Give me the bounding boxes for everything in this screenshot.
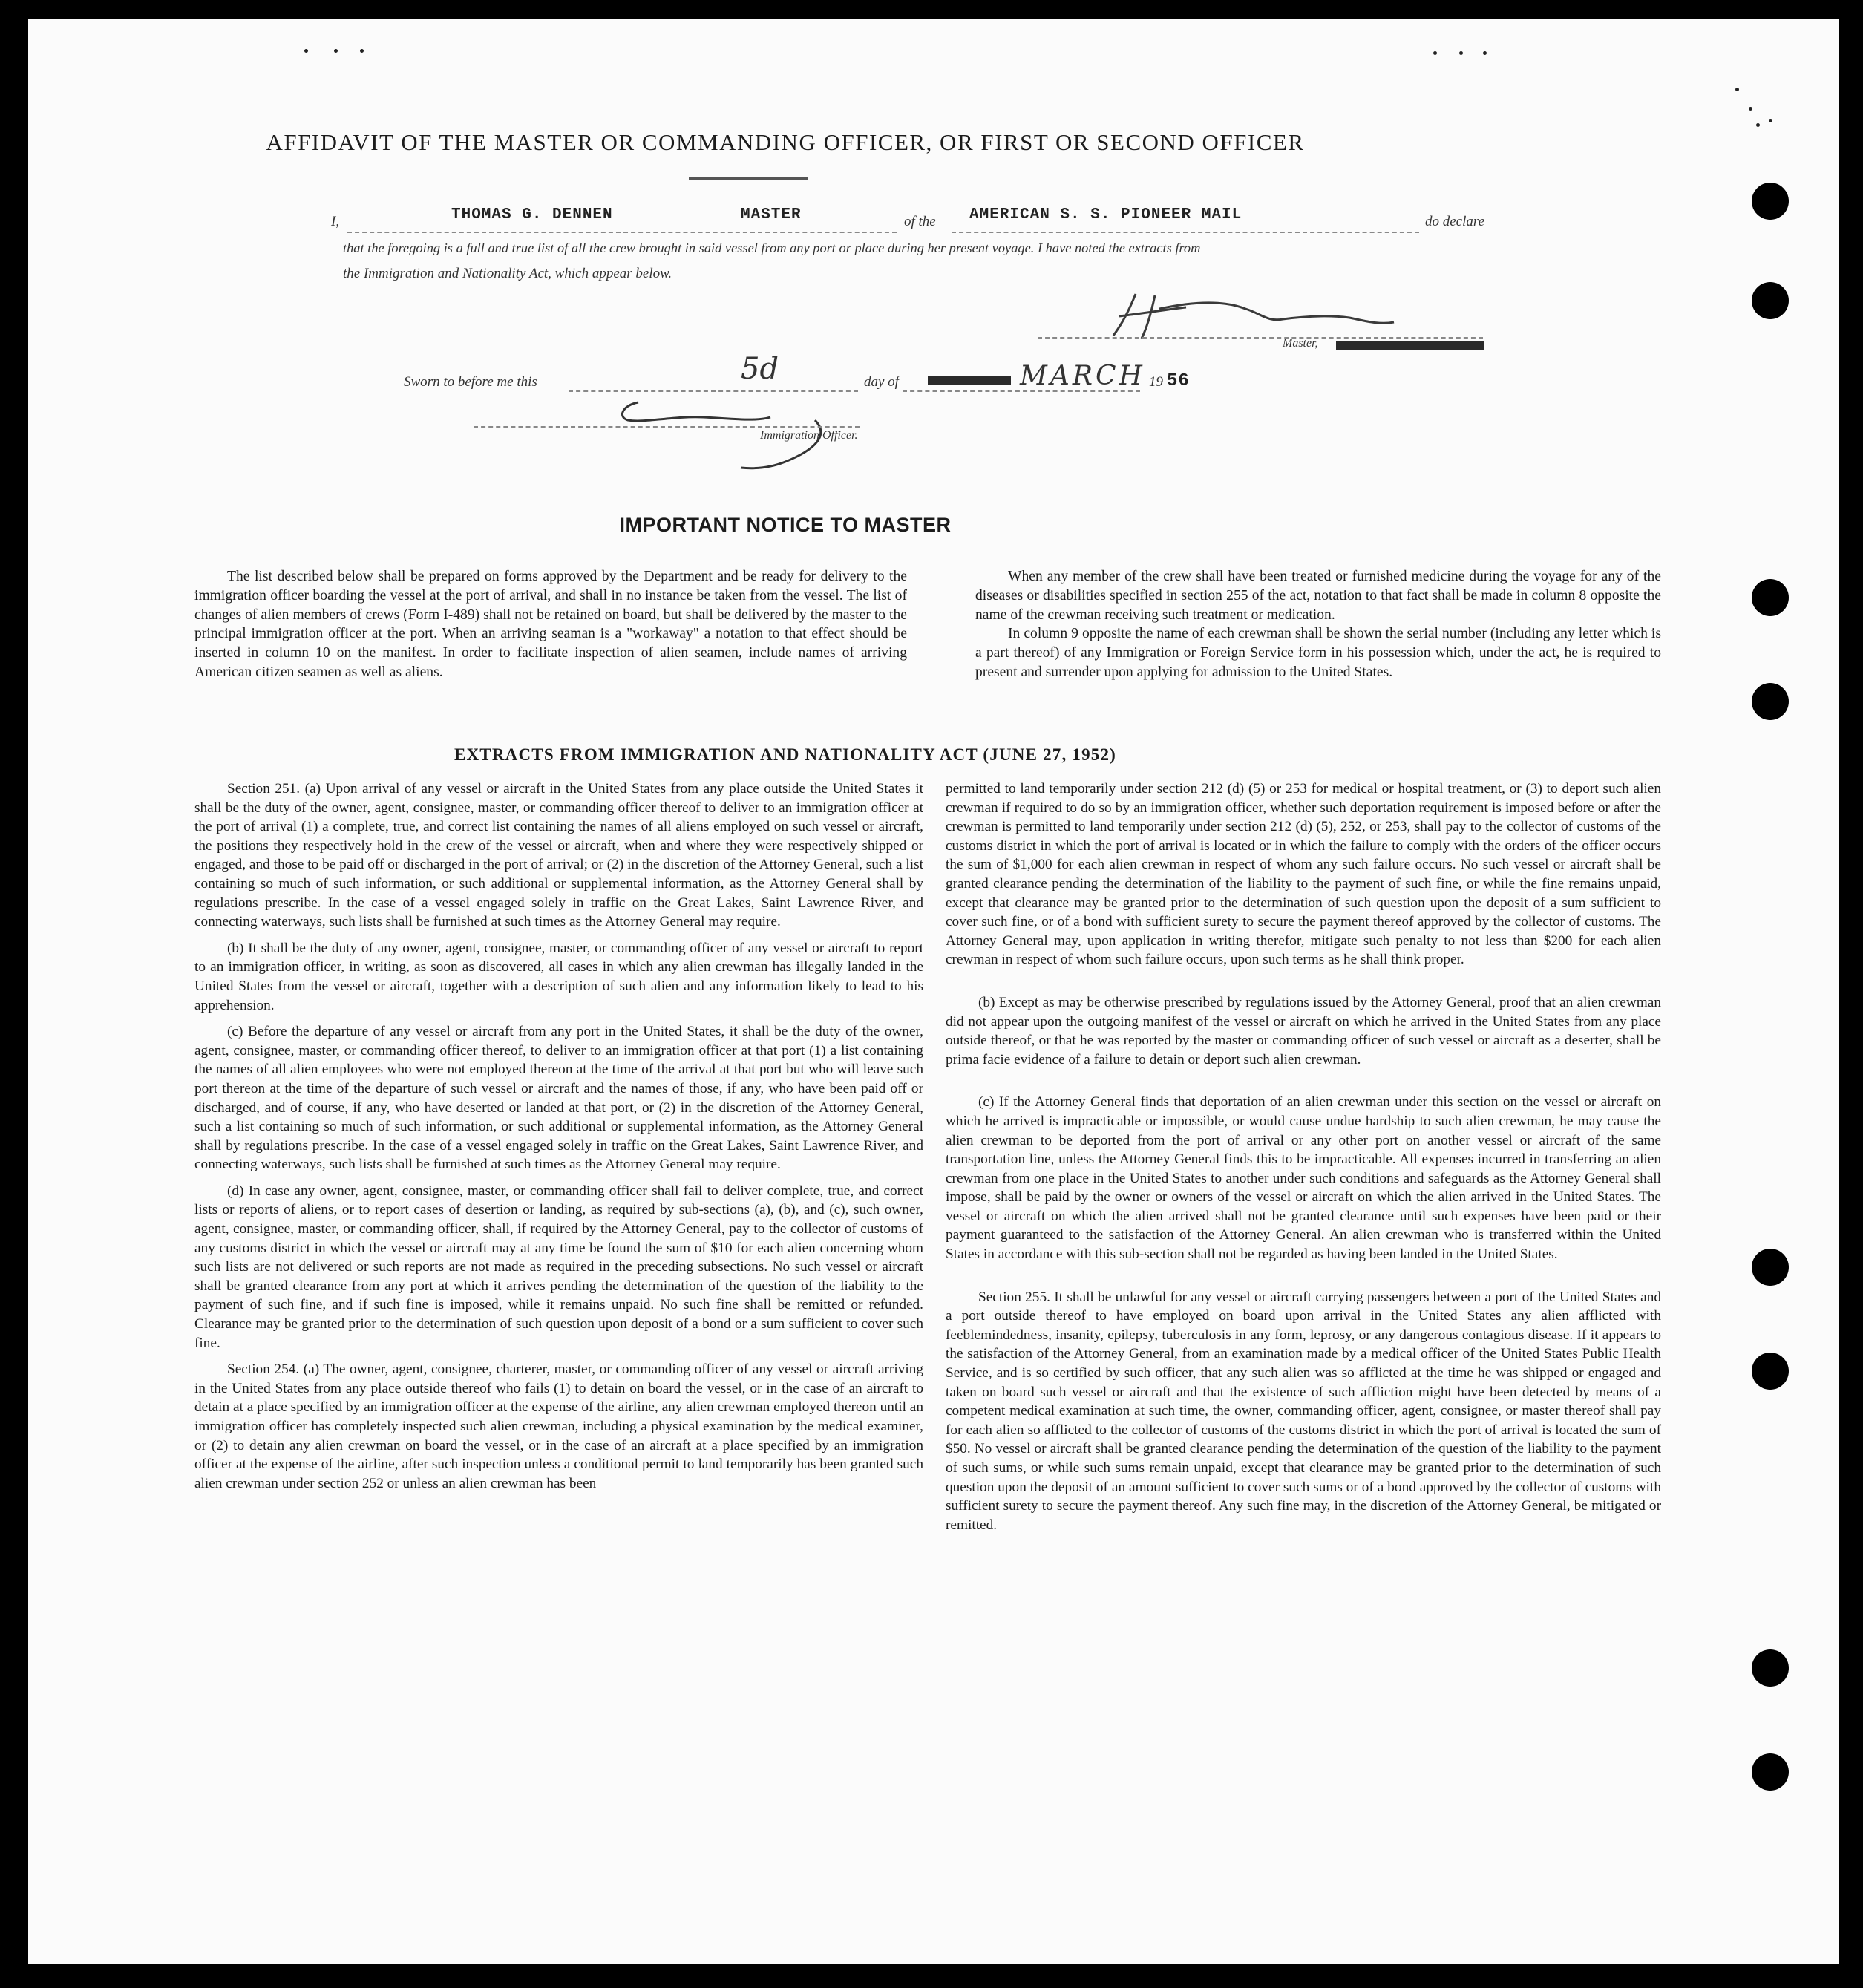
binder-hole	[1752, 1753, 1789, 1791]
sworn-prefix: Sworn to before me this	[404, 374, 537, 390]
title-rule	[689, 177, 808, 180]
section-251-d: (d) In case any owner, agent, consignee, master, or commanding officer shall fail to deliver complete, true, and correct lists or reports of aliens, or to report cases of desertion or landing, as required by sub-sections (a), (b), and (c), such owner, agent, consignee, master, or commanding officer, shall, if required by the Attorney General, pay to the collector of customs of any customs district in which the vessel or aircraft may at any time be found the sum of $10 for each alien concerning whom such lists are not delivered or such reports are not made as required in the preceding subsections. No such vessel or aircraft shall be granted clearance from any port at which it arrives pending the determination of the question of the liability to the payment of such fine, and if such fine is imposed, while it remains unpaid. No such fine shall be remitted or refunded. Clearance may be granted prior to the determination of such question upon deposit of a bond or a sum sufficient to cover such fine.	[194, 1183, 923, 1351]
notice-heading: IMPORTANT NOTICE TO MASTER	[619, 514, 952, 536]
master-label: Master,	[1283, 337, 1318, 350]
section-255: Section 255. It shall be unlawful for any vessel or aircraft carrying passengers between a port of the United States and a port outside thereof to have employed on board upon arrival in the United States any alien afflicted with feeblemindedness, insanity, epilepsy, tuberculosis in any form, leprosy, or any dangerous contagious disease. If it appears to the satisfaction of the Attorney General, from an examination made by a medical officer of the United States Public Health Service, and is so certified by such officer, that any such alien was so afflicted at the time he was shipped or engaged and taken on board such vessel or aircraft and that the existence of such affliction might have been detected by means of a competent medical examination at such time, the owner, commanding officer, agent, consignee, or master thereof shall pay for each alien so afflicted to the collector of customs of the customs district in which the port of arrival is located the sum of $50. No vessel or aircraft shall be granted clearance pending the determination of the question of the liability to the payment of such sums, or while such sums remain unpaid, except that clearance may be granted prior to the determination of such question upon the deposit of an amount sufficient to cover such sums or of a bond approved by the collector of customs with sufficient surety to secure the payment thereof. Any such fine may, in the discretion of the Attorney General, be mitigated or remitted.	[946, 1289, 1661, 1533]
speck	[304, 49, 308, 53]
day-of-label: day of	[864, 374, 899, 390]
speck	[360, 49, 364, 53]
notice-left-paragraph: The list described below shall be prepared on forms approved by the Department and be ready for delivery to the immigration officer boarding the vessel at the port of arrival, and shall in no instance be taken from the vessel. The list of changes of alien members of crews (Form I-489) shall not be retained on board, but shall be delivered by the master to the principal immigration officer at the port. When an arriving seaman is a "workaway" a notation to that effect should be inserted in column 10 on the manifest. In order to facilitate inspection of alien seamen, include names of arriving American citizen seamen as well as aliens.	[194, 569, 907, 680]
binder-hole	[1752, 1249, 1789, 1286]
section-254-b: (b) Except as may be otherwise prescribed by regulations issued by the Attorney General, proof that an alien crewman did not appear upon the outgoing manifest of the vessel or aircraft on which he arrived in the United States from any place outside thereof, or that he was reported by the master or commanding officer of such vessel or aircraft as a deserter, shall be prima facie evidence of a failure to detain or deport such alien crewman.	[946, 994, 1661, 1067]
speck	[1483, 51, 1487, 55]
struck-title-text	[1336, 341, 1484, 350]
binder-hole	[1752, 282, 1789, 319]
year-value: 56	[1167, 371, 1190, 391]
binder-hole	[1752, 1353, 1789, 1390]
binder-hole	[1752, 579, 1789, 616]
speck	[1749, 107, 1752, 111]
month-value: MARCH	[1020, 361, 1145, 391]
speck	[1459, 51, 1463, 55]
section-251-a: Section 251. (a) Upon arrival of any vessel or aircraft in the United States from any place outside the United States it shall be the duty of the owner, agent, consignee, master, or commanding officer thereof to deliver to an immigration officer at the port of arrival (1) a complete, true, and correct list containing the names of all aliens employed on such vessel or aircraft, the positions they respectively hold in the crew of the vessel or aircraft, when and where they were respectively shipped or engaged, and those to be paid off or discharged in the port of arrival; or (2) in the discretion of the Attorney General, such a list containing so much of such information, or such additional or supplemental information, as the Attorney General shall by regulations prescribe. In the case of a vessel engaged solely in traffic on the Great Lakes, Saint Lawrence River, and connecting waterways, such lists shall be furnished at such times as the Attorney General may require.	[194, 781, 923, 930]
notice-left-column	[194, 567, 907, 682]
speck	[1756, 123, 1760, 127]
binder-hole	[1752, 683, 1789, 720]
speck	[334, 49, 338, 53]
struck-month-text	[928, 376, 1011, 385]
extracts-heading: EXTRACTS FROM IMMIGRATION AND NATIONALITY ACT (JUNE 27, 1952)	[454, 745, 1117, 764]
declaration-line-3: the Immigration and Nationality Act, which appear below.	[343, 266, 672, 281]
section-254-a-continued: permitted to land temporarily under section 212 (d) (5) or 253 for medical or hospital treatment, or (3) to deport such alien crewman if required to do so by an immigration officer, whether such deportation requirement is imposed before or after the crewman is permitted to land temporarily under section 212 (d) (5), 252, or 253, shall pay to the collector of customs of the customs district in which the port of arrival is located or in which the failure to comply with the orders of the officer occurs the sum of $1,000 for each alien crewman in respect of whom any such failure occurs. No such vessel or aircraft shall be granted clearance pending the determination of the liability to the payment of such fine, or while the fine remains unpaid, except that clearance may be granted prior to the determination of such question upon the deposit of a sum sufficient to cover such fine, or of a bond with sufficient surety to secure the payment thereof approved by the collector of customs. The Attorney General may, upon application in writing therefor, mitigate such penalty to not less than $200 for each alien crewman in respect of whom such failure occurs, upon such terms as he shall think proper.	[946, 781, 1661, 968]
notice-right-paragraph-2: In column 9 opposite the name of each crewman shall be shown the serial number (including any letter which is a part thereof) of any Immigration or Foreign Service form in his possession which, under the act, he is required to present and surrender upon applying for admission to the United States.	[975, 626, 1661, 680]
binder-hole	[1752, 1649, 1789, 1687]
of-the-label: of the	[904, 214, 936, 229]
name-line	[347, 232, 897, 233]
day-value: 5d	[741, 352, 779, 386]
speck	[1433, 51, 1437, 55]
officer-signature-line	[474, 426, 860, 428]
officer-label: Immigration Officer.	[760, 429, 858, 442]
year-prefix: 19	[1149, 374, 1163, 390]
speck	[1735, 88, 1739, 91]
document-page	[28, 19, 1839, 1964]
section-251-b: (b) It shall be the duty of any owner, agent, consignee, master, or commanding officer of any vessel or aircraft to report to an immigration officer, in writing, as soon as discovered, all cases in which any alien crewman has illegally landed in the United States from the vessel or aircraft, together with a description of such alien and any information likely to lead to his apprehension.	[194, 940, 923, 1013]
section-251-c: (c) Before the departure of any vessel or aircraft from any port in the United States, it shall be the duty of the owner, agent, consignee, master, or commanding officer thereof, to deliver to an immigration officer at that port (1) a list containing the names of all alien employees who were not employed thereon at the time of the arrival at that port but who will leave such port thereon at the time of the departure of such vessel or aircraft and the names of those, if any, who have been paid off or discharged, and of course, if any, who have deserted or landed at that port, or (2) in the discretion of the Attorney General, such a list containing so much of such information, or such additional or supplemental information, as the Attorney General shall by regulations prescribe. In the case of a vessel engaged solely in traffic on the Great Lakes, Saint Lawrence River, and connecting waterways, such lists shall be furnished at such times as the Attorney General may require.	[194, 1024, 923, 1173]
master-name: THOMAS G. DENNEN	[451, 206, 613, 223]
notice-right-paragraph-1: When any member of the crew shall have been treated or furnished medicine during the voyage for any of the diseases or disabilities specified in section 255 of the act, notation to that fact shall be made in column 8 opposite the name of the crewman receiving such treatment or medication.	[975, 569, 1661, 623]
vessel-name: AMERICAN S. S. PIONEER MAIL	[969, 206, 1242, 223]
section-254-c: (c) If the Attorney General finds that deportation of an alien crewman under this section on the vessel or aircraft on which he arrived is impracticable or impossible, or would cause undue hardship to such alien crewman, he may cause the alien crewman to be deported from the port of arrival or any other port on another vessel or aircraft of the same transportation line, unless the Attorney General finds this to be impracticable. All expenses incurred in transferring an alien crewman from one place in the United States to another under such conditions and safeguards as the Attorney General shall impose, shall be paid by the owner or owners of the vessel or aircraft on which the alien arrived in the United States. The vessel or aircraft on which the alien arrived shall not be granted clearance until such expenses have been paid or their payment guaranteed to the satisfaction of the Attorney General. An alien crewman who is transferred within the United States in accordance with this sub-section shall not be regarded as having been landed in the United States.	[946, 1094, 1661, 1263]
speck	[1769, 119, 1772, 122]
master-signature-line	[1038, 337, 1483, 339]
section-254-a: Section 254. (a) The owner, agent, consignee, charterer, master, or commanding officer of any vessel or aircraft arriving in the United States from any place outside thereof who fails (1) to detain on board the vessel, or in the case of an aircraft to detain at a place specified by an immigration officer at the expense of the airline, any alien crewman employed thereon until an immigration officer has completely inspected such alien crewman, including a physical examination by the medical examiner, or (2) to detain any alien crewman on board the vessel, or in the case of an aircraft at a place specified by an immigration officer at the expense of the airline, after such inspection unless a conditional permit to land temporarily has been granted such alien crewman under section 252 or unless an alien crewman has been	[194, 1361, 923, 1491]
extracts-left-column	[194, 779, 923, 1500]
extracts-right-column	[946, 779, 1661, 1542]
vessel-line	[952, 232, 1419, 233]
declaration-prefix: I,	[331, 214, 340, 229]
declaration-line-2: that the foregoing is a full and true list of all the crew brought in said vessel from any port or place during her present voyage. I have noted the extracts from	[343, 241, 1201, 255]
do-declare-label: do declare	[1425, 214, 1485, 229]
master-rank: MASTER	[741, 206, 802, 223]
notice-right-column	[975, 567, 1661, 682]
binder-hole	[1752, 183, 1789, 220]
affidavit-title: AFFIDAVIT OF THE MASTER OR COMMANDING OFFICER, OR FIRST OR SECOND OFFICER	[266, 129, 1305, 155]
